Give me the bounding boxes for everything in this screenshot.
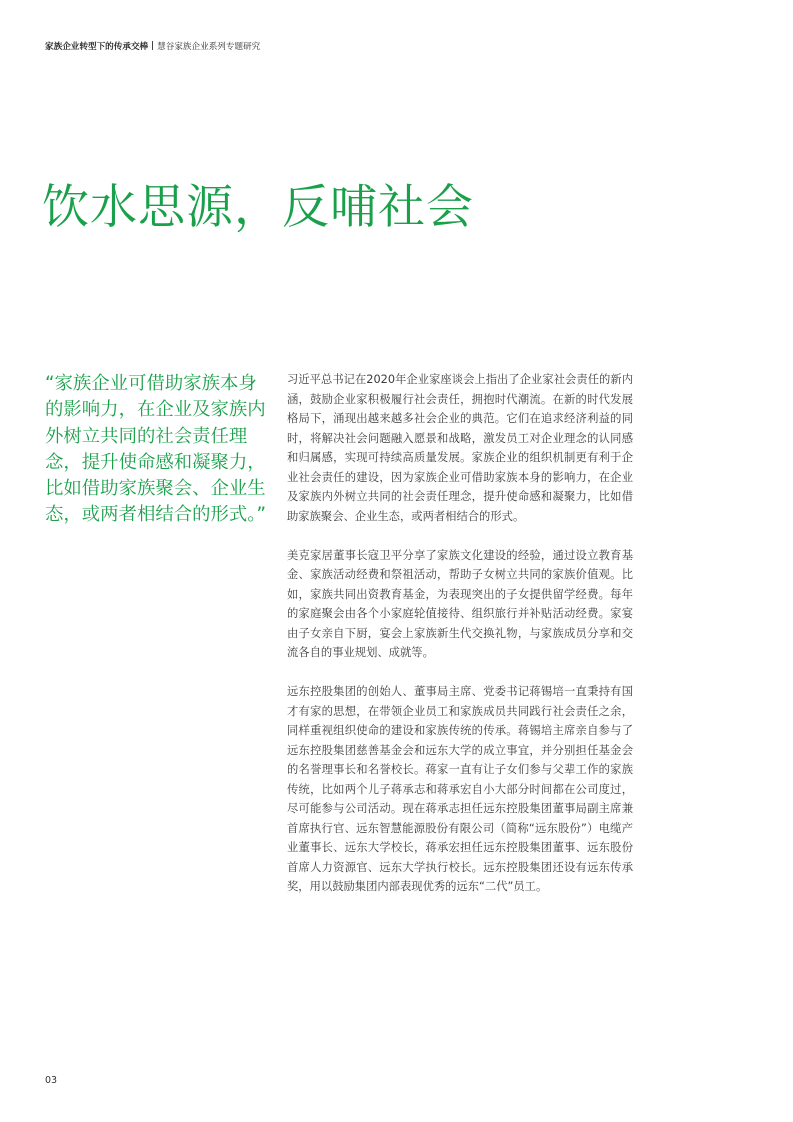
- pull-quote: “家族企业可借助家族本身的影响力，在企业及家族内外树立共同的社会责任理念，提升使命感和凝聚力，比如借助家族聚会、企业生态，或两者相结合的形式。”: [45, 373, 267, 526]
- page-number: 03: [45, 1075, 58, 1086]
- body-paragraph: 远东控股集团的创始人、董事局主席、党委书记蒋锡培一直秉持有国才有家的思想，在带领企业员工和家族成员共同践行社会责任之余，同样重视组织使命的建设和家族传统的传承。蒋锡培主席亲自参与了远东控股集团慈善基金会和远东大学的成立事宜，并分别担任基金会的名誉理事长和名誉校长。蒋家一直有让子女们参与父辈工作的家族传统，比如两个儿子蒋承志和蒋承宏自小大部分时间都在公司度过，尽可能参与公司活动。现在蒋承志担任远东控股集团董事局副主席兼首席执行官、远东智慧能源股份有限公司（简称“远东股份”）电缆产业董事长、远东大学校长，蒋承宏担任远东控股集团董事、远东股份首席人力资源官、远东大学执行校长。远东控股集团还设有远东传承奖，用以鼓励集团内部表现优秀的远东“二代”员工。: [287, 685, 633, 893]
- body-paragraph: 习近平总书记在2020年企业家座谈会上指出了企业家社会责任的新内涵，鼓励企业家积极履行社会责任，拥抱时代潮流。在新的时代发展格局下，涌现出越来越多社会企业的典范。它们在追求经济利益的同时，将解决社会问题融入愿景和战略，激发员工对企业理念的认同感和归属感，实现可持续高质量发展。家族企业的组织机制更有利于企业社会责任的建设，因为家族企业可借助家族本身的影响力，在企业及家族内外树立共同的社会责任理念，提升使命感和凝聚力，比如借助家族聚会、企业生态，或两者相结合的形式。: [287, 373, 633, 523]
- body-text-column: [287, 370, 633, 916]
- running-header: [45, 41, 260, 53]
- page-title: 饮水思源，反哺社会: [42, 180, 474, 235]
- header-series-title: 家族企业转型下的传承交棒: [45, 42, 149, 52]
- body-paragraph: 美克家居董事长寇卫平分享了家族文化建设的经验，通过设立教育基金、家族活动经费和祭祖活动，帮助子女树立共同的家族价值观。比如，家族共同出资教育基金，为表现突出的子女提供留学经费。每年的家庭聚会由各个小家庭轮值接待、组织旅行并补贴活动经费。家宴由子女亲自下厨，宴会上家族新生代交换礼物，与家族成员分享和交流各自的事业规划、成就等。: [287, 548, 633, 659]
- header-divider: [152, 41, 153, 50]
- header-subtitle: 慧谷家族企业系列专题研究: [157, 42, 261, 52]
